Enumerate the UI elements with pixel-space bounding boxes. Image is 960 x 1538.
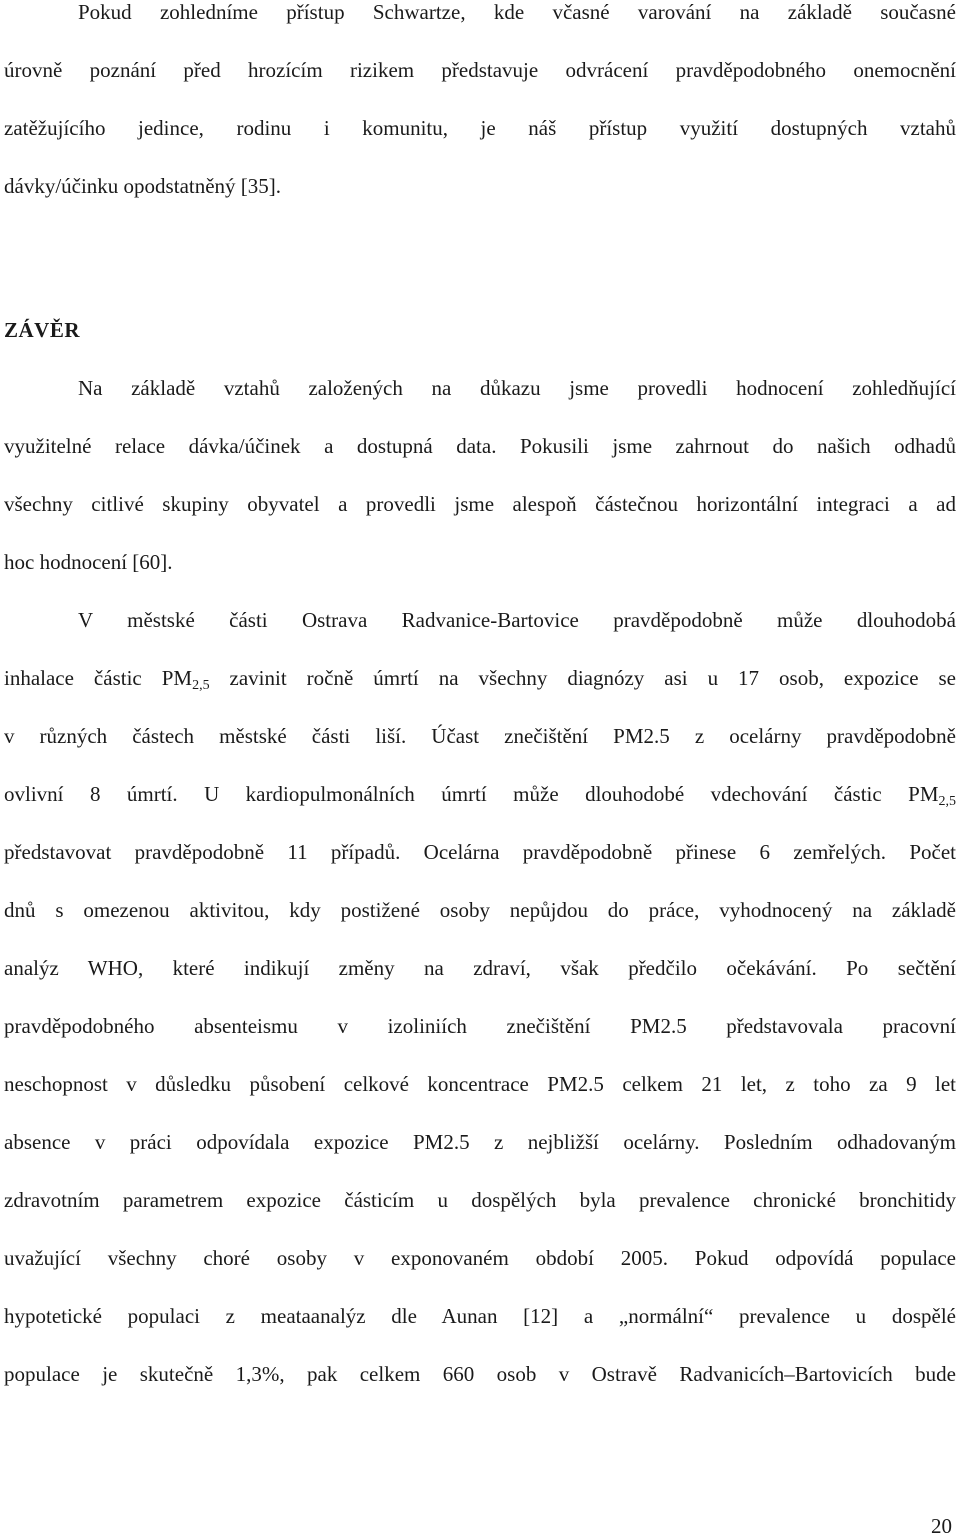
paragraph-3-line-4 [4, 782, 956, 809]
paragraph-3-line-3: v různých částech městské části liší. Účast znečištění PM2.5 z ocelárny pravděpodobně [4, 724, 956, 748]
paragraph-3-line-13: hypotetické populaci z meataanalýz dle Aunan [12] a „normální“ prevalence u dospělé [4, 1304, 956, 1328]
paragraph-3-line-11: zdravotním parametrem expozice částicím u dospělých byla prevalence chronické bronchitidy [4, 1188, 956, 1212]
paragraph-3-line-2 [4, 666, 957, 693]
paragraph-2-line-3: všechny citlivé skupiny obyvatel a provedli jsme alespoň částečnou horizontální integraci a ad [4, 492, 956, 516]
paragraph-2-line-4: hoc hodnocení [60]. [4, 550, 173, 574]
paragraph-3-line-9: neschopnost v důsledku působení celkové koncentrace PM2.5 celkem 21 let, z toho za 9 let [4, 1072, 956, 1096]
paragraph-3-line-10: absence v práci odpovídala expozice PM2.5 z nejbližší ocelárny. Posledním odhadovaným [4, 1130, 956, 1154]
paragraph-3-line-12: uvažující všechny choré osoby v exponovaném období 2005. Pokud odpovídá populace [4, 1246, 956, 1270]
paragraph-1-line-3: zatěžujícího jedince, rodinu i komunitu, je náš přístup využití dostupných vztahů [4, 116, 956, 140]
text-segment: zavinit ročně úmrtí na všechny diagnózy asi u 17 osob, expozice se [209, 666, 957, 690]
paragraph-1-line-1: Pokud zohledníme přístup Schwartze, kde včasné varování na základě současné [78, 0, 956, 24]
paragraph-2-line-2: využitelné relace dávka/účinek a dostupná data. Pokusili jsme zahrnout do našich odhadů [4, 434, 956, 458]
page-number: 20 [931, 1514, 952, 1538]
paragraph-2-line-1: Na základě vztahů založených na důkazu jsme provedli hodnocení zohledňující [78, 376, 956, 400]
subscript: 2,5 [192, 678, 210, 693]
section-heading: ZÁVĚR [4, 318, 81, 342]
text-segment: ovlivní 8 úmrtí. U kardiopulmonálních úmrtí může dlouhodobé vdechování částic PM [4, 782, 939, 806]
paragraph-3-line-5: představovat pravděpodobně 11 případů. Ocelárna pravděpodobně přinese 6 zemřelých. Počet [4, 840, 956, 864]
text-segment: inhalace částic PM [4, 666, 193, 690]
paragraph-3-line-14: populace je skutečně 1,3%, pak celkem 660 osob v Ostravě Radvanicích–Bartovicích bude [4, 1362, 956, 1386]
paragraph-3-line-7: analýz WHO, které indikují změny na zdraví, však předčilo očekávání. Po sečtění [4, 956, 956, 980]
paragraph-3-line-6: dnů s omezenou aktivitou, kdy postižené osoby nepůjdou do práce, vyhodnocený na základě [4, 898, 956, 922]
subscript: 2,5 [938, 794, 956, 809]
paragraph-3-line-1: V městské části Ostrava Radvanice-Bartovice pravděpodobně může dlouhodobá [78, 608, 956, 632]
paragraph-1-line-2: úrovně poznání před hrozícím rizikem představuje odvrácení pravděpodobného onemocnění [4, 58, 956, 82]
paragraph-3-line-8: pravděpodobného absenteismu v izoliniích znečištění PM2.5 představovala pracovní [4, 1014, 956, 1038]
paragraph-1-line-4: dávky/účinku opodstatněný [35]. [4, 174, 282, 198]
